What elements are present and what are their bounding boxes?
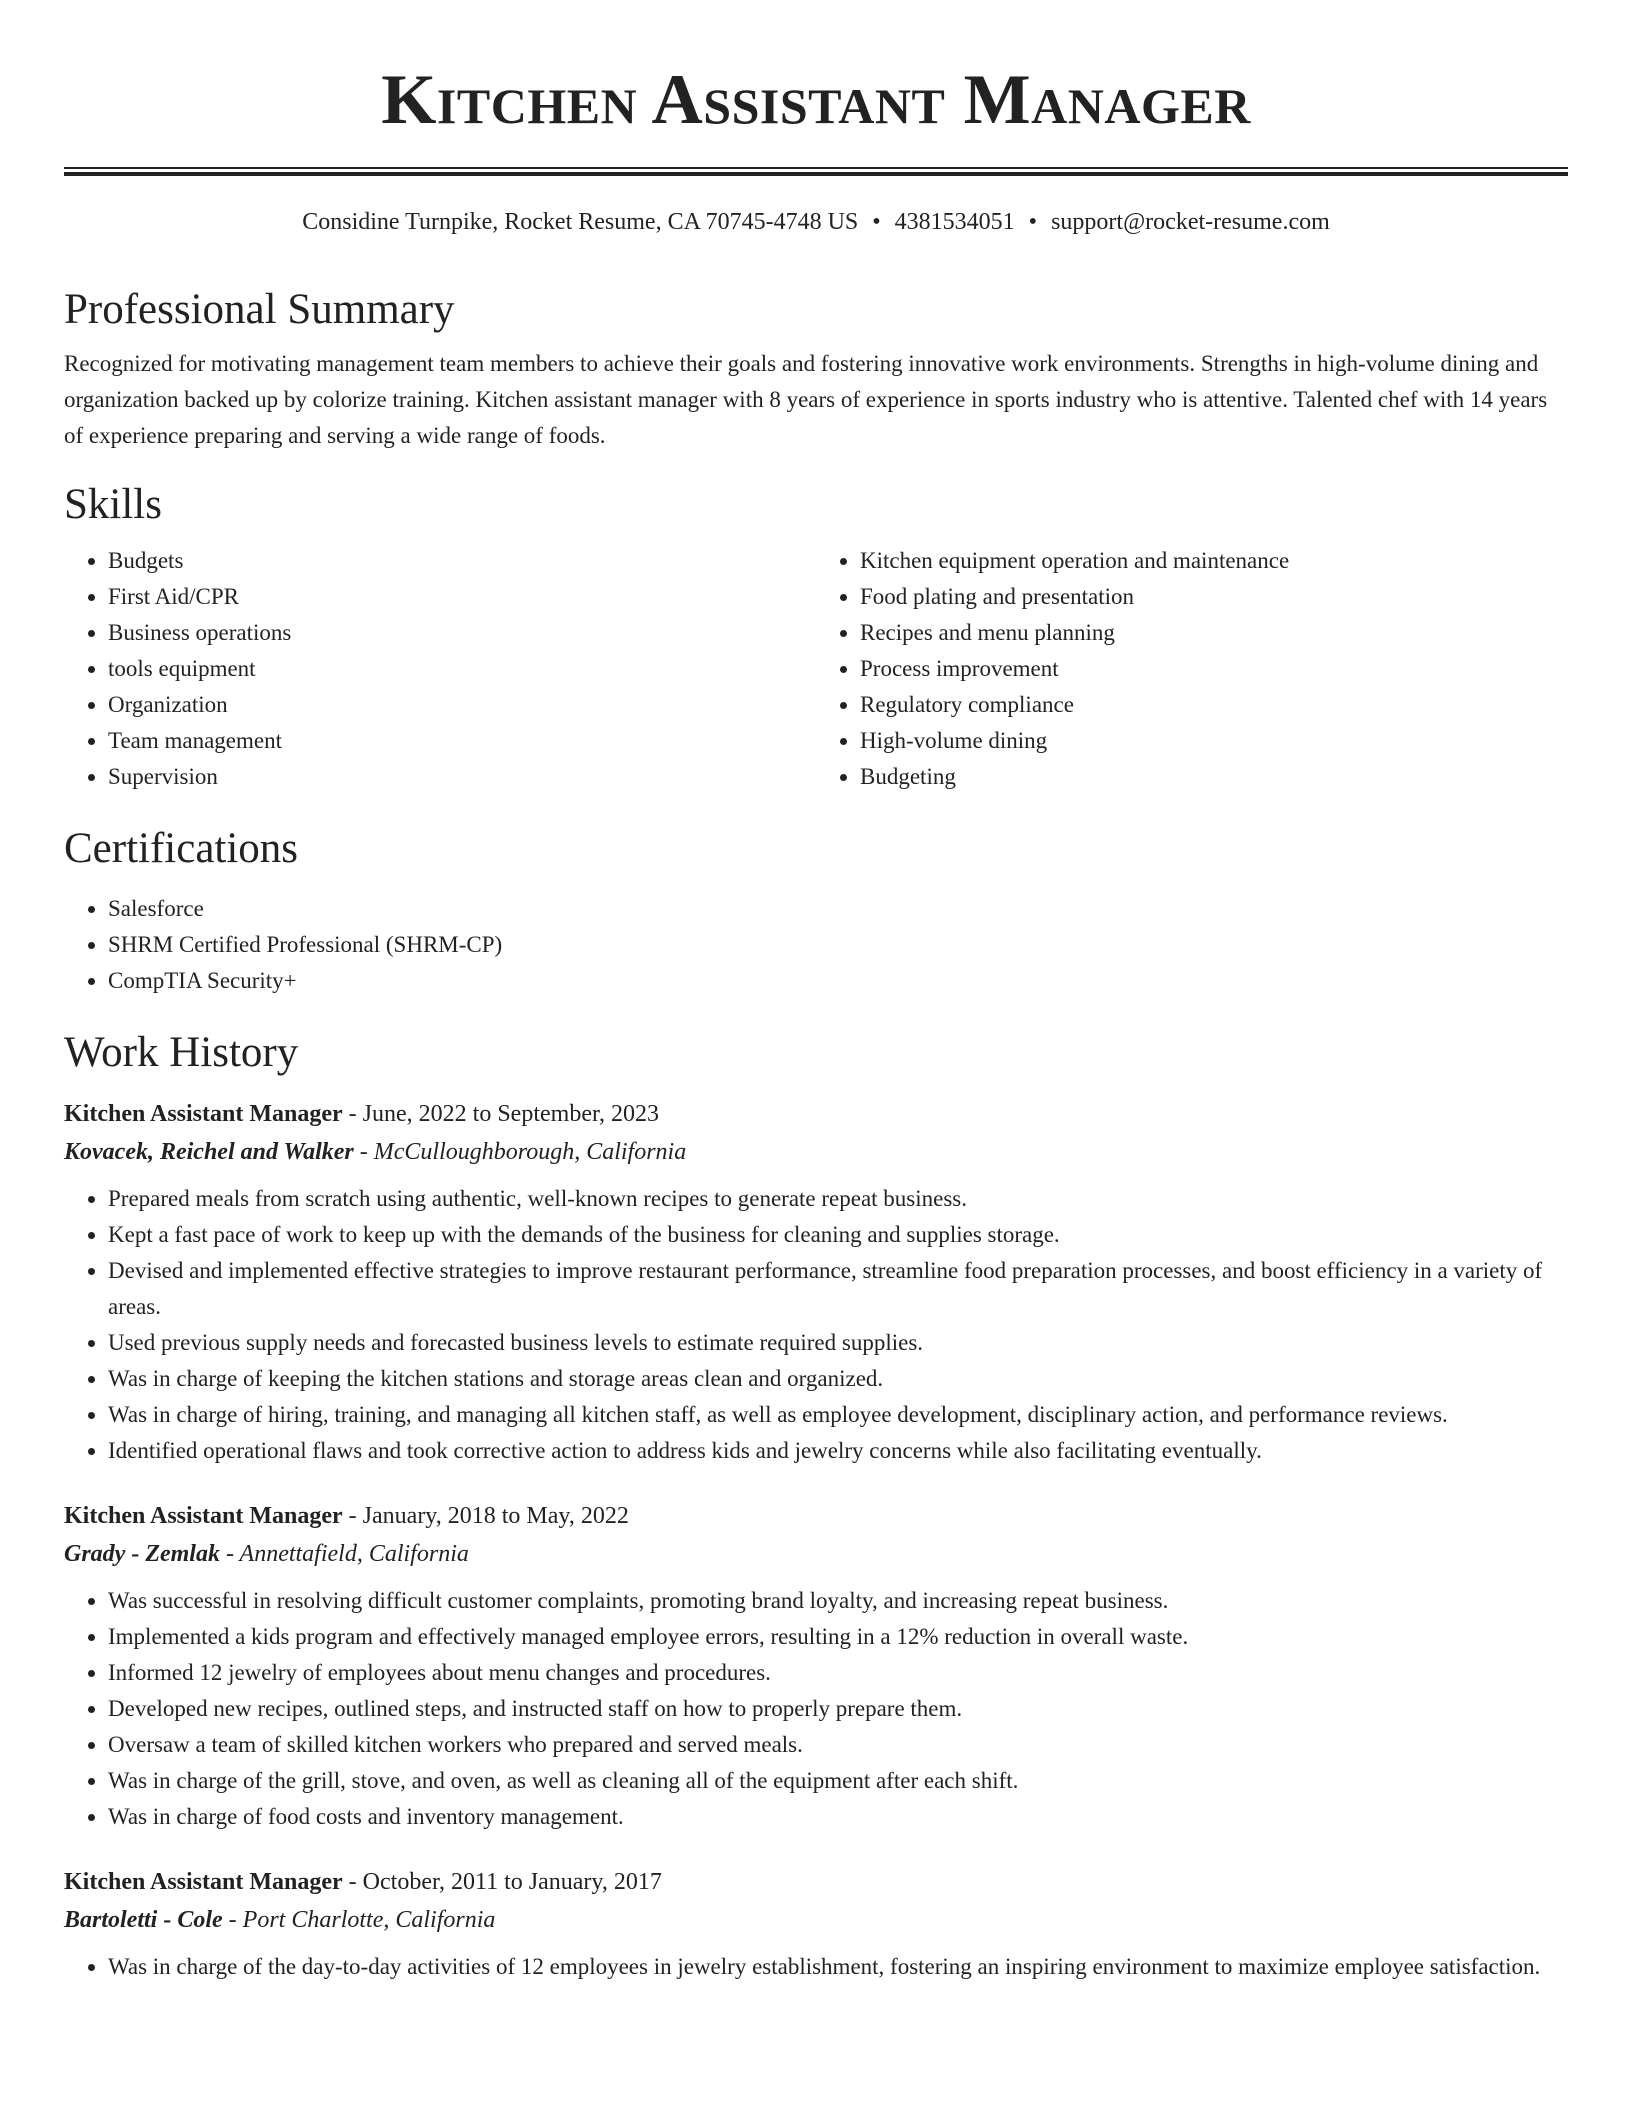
job-dash: -: [222, 1907, 243, 1933]
job-entry: [64, 1095, 1568, 1469]
contact-separator: •: [872, 209, 881, 235]
skill-item: • Process improvement: [860, 651, 1568, 687]
job-bullet: • Implemented a kids program and effectively managed employee errors, resulting in a 12% reduction in overall waste.: [108, 1619, 1568, 1655]
skills-section: [64, 477, 1568, 795]
skill-item: • Supervision: [108, 759, 816, 795]
job-bullet: • Developed new recipes, outlined steps, and instructed staff on how to properly prepare them.: [108, 1691, 1568, 1727]
job-company: Bartoletti - Cole: [64, 1907, 223, 1933]
contact-separator: •: [1028, 209, 1038, 235]
professional-summary-section: [64, 282, 1568, 454]
certification-item: • SHRM Certified Professional (SHRM-CP): [108, 927, 1568, 963]
job-header: [64, 1863, 1568, 1901]
job-dash: -: [342, 1101, 363, 1127]
skill-item: • tools equipment: [108, 651, 816, 687]
job-dates: October, 2011 to January, 2017: [362, 1869, 662, 1895]
job-bullet: • Was in charge of the grill, stove, and oven, as well as cleaning all of the equipment after each shift.: [108, 1763, 1568, 1799]
job-location: McCulloughborough, California: [373, 1139, 687, 1165]
job-dash: -: [342, 1503, 363, 1529]
title-divider: [64, 167, 1568, 176]
work-history-section: [64, 1025, 1568, 1985]
job-dates: June, 2022 to September, 2023: [362, 1101, 660, 1127]
job-bullets: [64, 1949, 1568, 1985]
skill-item: • Kitchen equipment operation and maintenance: [860, 543, 1568, 579]
section-heading-certifications: Certifications: [64, 825, 299, 872]
job-bullet: • Prepared meals from scratch using authentic, well-known recipes to generate repeat business.: [108, 1181, 1568, 1217]
job-company: Kovacek, Reichel and Walker: [64, 1139, 354, 1165]
certifications-list: [64, 891, 1568, 999]
job-bullet: • Informed 12 jewelry of employees about menu changes and procedures.: [108, 1655, 1568, 1691]
skill-item: • First Aid/CPR: [108, 579, 816, 615]
section-heading-work-history: Work History: [64, 1029, 299, 1076]
job-company-line: [64, 1901, 1568, 1939]
section-heading-summary: Professional Summary: [64, 286, 455, 333]
job-title: Kitchen Assistant Manager: [64, 1503, 343, 1529]
job-bullets: [64, 1181, 1568, 1469]
job-bullet: • Was in charge of the day-to-day activities of 12 employees in jewelry establishment, fostering an inspiring environment to maximize employee satisfaction.: [108, 1949, 1568, 1985]
job-bullets: [64, 1583, 1568, 1835]
job-dash: -: [342, 1869, 363, 1895]
resume-title: Kitchen Assistant Manager: [381, 61, 1251, 139]
job-bullet: • Was in charge of hiring, training, and managing all kitchen staff, as well as employee development, disciplinary action, and performance reviews.: [108, 1397, 1568, 1433]
skill-item: • Budgets: [108, 543, 816, 579]
certification-item: • Salesforce: [108, 891, 1568, 927]
skills-list-right: [816, 543, 1568, 795]
skills-list-left: [64, 543, 816, 795]
job-dash: -: [219, 1541, 240, 1567]
job-header: [64, 1095, 1568, 1133]
certification-item: • CompTIA Security+: [108, 963, 1568, 999]
skill-item: • Business operations: [108, 615, 816, 651]
job-bullet: • Identified operational flaws and took corrective action to address kids and jewelry concerns while also facilitating eventually.: [108, 1433, 1568, 1469]
section-heading-skills: Skills: [64, 481, 162, 528]
contact-email: support@rocket-resume.com: [1051, 209, 1330, 235]
job-location: Annettafield, California: [239, 1541, 469, 1567]
job-entry: [64, 1497, 1568, 1835]
job-bullet: • Was successful in resolving difficult customer complaints, promoting brand loyalty, and increasing repeat business.: [108, 1583, 1568, 1619]
job-entry: [64, 1863, 1568, 1985]
job-bullet: • Used previous supply needs and forecasted business levels to estimate required supplies.: [108, 1325, 1568, 1361]
job-company-line: [64, 1133, 1568, 1171]
job-dash: -: [353, 1139, 374, 1165]
job-bullet: • Kept a fast pace of work to keep up with the demands of the business for cleaning and supplies storage.: [108, 1217, 1568, 1253]
job-header: [64, 1497, 1568, 1535]
skill-item: • Organization: [108, 687, 816, 723]
job-title: Kitchen Assistant Manager: [64, 1101, 343, 1127]
job-title: Kitchen Assistant Manager: [64, 1869, 343, 1895]
skill-item: • Recipes and menu planning: [860, 615, 1568, 651]
skill-item: • High-volume dining: [860, 723, 1568, 759]
job-bullet: • Was in charge of keeping the kitchen stations and storage areas clean and organized.: [108, 1361, 1568, 1397]
job-dates: January, 2018 to May, 2022: [362, 1503, 629, 1529]
contact-line: [64, 206, 1568, 238]
skills-grid: [64, 543, 1568, 795]
job-location: Port Charlotte, California: [242, 1907, 496, 1933]
summary-text: Recognized for motivating management team members to achieve their goals and fostering innovative work environments. Strengths in high-volume dining and organization backed up by colorize training. Kitchen assistant manager with 8 years of experience in sports industry who is attentive. Talented chef with 14 years of experience preparing and serving a wide range of foods.: [64, 351, 1548, 448]
job-bullet: • Oversaw a team of skilled kitchen workers who prepared and served meals.: [108, 1727, 1568, 1763]
job-company: Grady - Zemlak: [64, 1541, 220, 1567]
skill-item: • Budgeting: [860, 759, 1568, 795]
contact-phone: 4381534051: [894, 209, 1015, 235]
contact-address: Considine Turnpike, Rocket Resume, CA 70745-4748 US: [302, 209, 859, 235]
skill-item: • Food plating and presentation: [860, 579, 1568, 615]
job-bullet: • Devised and implemented effective strategies to improve restaurant performance, streamline food preparation processes, and boost efficiency in a variety of areas.: [108, 1253, 1568, 1325]
skill-item: • Regulatory compliance: [860, 687, 1568, 723]
certifications-section: [64, 821, 1568, 999]
skill-item: • Team management: [108, 723, 816, 759]
job-bullet: • Was in charge of food costs and inventory management.: [108, 1799, 1568, 1835]
job-company-line: [64, 1535, 1568, 1573]
